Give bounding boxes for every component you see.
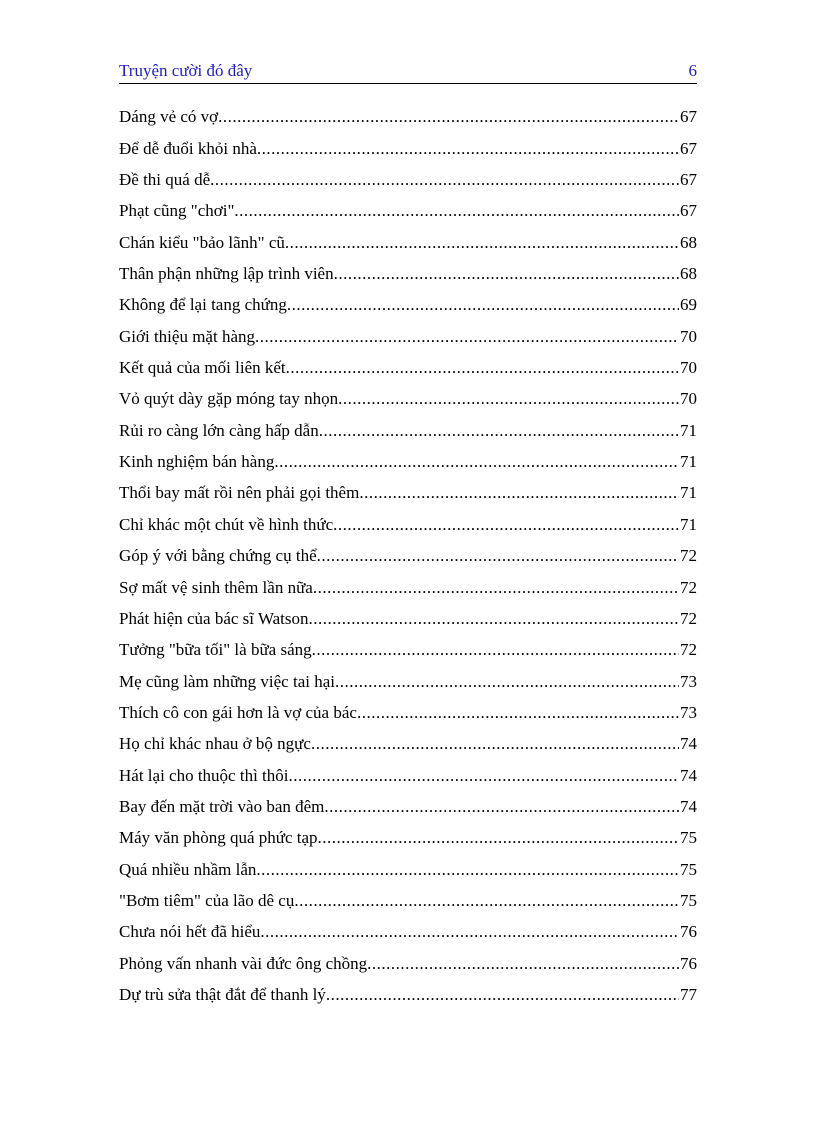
toc-entry-page: 70 [680, 389, 697, 409]
toc-entry-title: Không để lại tang chứng [119, 295, 287, 315]
toc-entry-title: Giới thiệu mặt hàng [119, 326, 255, 346]
toc-entry-page: 72 [680, 577, 697, 597]
dot-leader [255, 327, 679, 351]
dot-leader [312, 640, 679, 664]
toc-entry-page: 74 [680, 796, 697, 816]
dot-leader [294, 891, 679, 915]
dot-leader [309, 609, 679, 633]
toc-entry-title: Góp ý với bằng chứng cụ thể [119, 546, 317, 566]
toc-entry-title: Chưa nói hết đã hiểu [119, 922, 261, 942]
dot-leader [324, 797, 679, 821]
toc-entry-title: Rủi ro càng lớn càng hấp dẫn [119, 420, 319, 440]
page-number: 6 [688, 61, 697, 80]
toc-entry-title: Thân phận những lập trình viên [119, 264, 334, 284]
toc-entry[interactable] [119, 351, 697, 382]
dot-leader [287, 295, 679, 319]
toc-entry-page: 67 [680, 107, 697, 127]
toc-entry-title: Sợ mất vệ sinh thêm lần nữa [119, 577, 313, 597]
toc-entry-page: 71 [680, 483, 697, 503]
toc-entry[interactable] [119, 570, 697, 601]
toc-entry[interactable] [119, 476, 697, 507]
dot-leader [317, 546, 679, 570]
toc-entry-page: 69 [680, 295, 697, 315]
toc-entry[interactable] [119, 445, 697, 476]
dot-leader [274, 452, 679, 476]
toc-entry[interactable] [119, 288, 697, 319]
toc-entry[interactable] [119, 758, 697, 789]
dot-leader [338, 389, 679, 413]
toc-entry-page: 67 [680, 170, 697, 190]
toc-entry-title: Chỉ khác một chút về hình thức [119, 514, 334, 534]
toc-entry-title: Dáng vẻ có vợ [119, 107, 219, 127]
toc-entry[interactable] [119, 696, 697, 727]
toc-entry[interactable] [119, 790, 697, 821]
dot-leader [319, 421, 679, 445]
toc-entry-page: 70 [680, 326, 697, 346]
toc-entry-page: 73 [680, 702, 697, 722]
toc-entry[interactable] [119, 915, 697, 946]
toc-entry-page: 68 [680, 264, 697, 284]
page-header [119, 58, 697, 84]
toc-entry[interactable] [119, 602, 697, 633]
toc-entry-title: Máy văn phòng quá phức tạp [119, 828, 318, 848]
toc-entry-page: 75 [680, 890, 697, 910]
toc-entry[interactable] [119, 978, 697, 1009]
toc-entry[interactable] [119, 100, 697, 131]
toc-entry-page: 74 [680, 765, 697, 785]
toc-entry-title: Mẹ cũng làm những việc tai hại [119, 671, 335, 691]
toc-entry[interactable] [119, 163, 697, 194]
toc-entry[interactable] [119, 257, 697, 288]
toc-entry-page: 75 [680, 828, 697, 848]
toc-entry[interactable] [119, 194, 697, 225]
toc-entry[interactable] [119, 852, 697, 883]
toc-entry-title: Dự trù sửa thật đắt để thanh lý [119, 984, 326, 1004]
toc-entry-page: 72 [680, 640, 697, 660]
dot-leader [334, 264, 679, 288]
dot-leader [311, 734, 679, 758]
toc-entry-page: 76 [680, 953, 697, 973]
toc-entry[interactable] [119, 664, 697, 695]
dot-leader [257, 139, 679, 163]
toc-entry-title: "Bơm tiêm" của lão dê cụ [119, 890, 295, 910]
toc-entry-title: Phỏng vấn nhanh vài đức ông chồng [119, 953, 368, 973]
book-title: Truyện cười đó đây [119, 61, 253, 80]
toc-entry-page: 72 [680, 608, 697, 628]
toc-entry[interactable] [119, 539, 697, 570]
dot-leader [357, 703, 679, 727]
dot-leader [359, 483, 679, 507]
toc-entry-title: Đề thi quá dễ [119, 170, 211, 190]
toc-entry[interactable] [119, 131, 697, 162]
toc-entry-page: 77 [680, 984, 697, 1004]
toc-entry-page: 70 [680, 358, 697, 378]
toc-entry-title: Thích cô con gái hơn là vợ của bác [119, 702, 357, 722]
toc-entry[interactable] [119, 727, 697, 758]
toc-entry-title: Họ chỉ khác nhau ở bộ ngực [119, 734, 311, 754]
toc-entry-title: Phạt cũng "chơi" [119, 201, 235, 221]
table-of-contents [119, 100, 697, 1009]
toc-entry-page: 71 [680, 514, 697, 534]
dot-leader [260, 922, 679, 946]
toc-entry-page: 67 [680, 201, 697, 221]
toc-entry-page: 76 [680, 922, 697, 942]
dot-leader [367, 954, 679, 978]
toc-entry-page: 73 [680, 671, 697, 691]
dot-leader [256, 860, 679, 884]
dot-leader [313, 578, 679, 602]
dot-leader [218, 107, 679, 131]
toc-entry-title: Vỏ quýt dày gặp móng tay nhọn [119, 389, 339, 409]
toc-entry-page: 67 [680, 138, 697, 158]
toc-entry[interactable] [119, 884, 697, 915]
toc-entry[interactable] [119, 382, 697, 413]
toc-entry-page: 68 [680, 232, 697, 252]
toc-entry[interactable] [119, 633, 697, 664]
toc-entry-page: 71 [680, 452, 697, 472]
dot-leader [210, 170, 679, 194]
toc-entry-title: Hát lại cho thuộc thì thôi [119, 765, 289, 785]
dot-leader [333, 515, 679, 539]
toc-entry[interactable] [119, 507, 697, 538]
dot-leader [286, 358, 679, 382]
toc-entry[interactable] [119, 946, 697, 977]
toc-entry-title: Chán kiểu "bảo lãnh" cũ [119, 232, 285, 252]
toc-entry-title: Kết quả của mối liên kết [119, 358, 286, 378]
toc-entry[interactable] [119, 225, 697, 256]
toc-entry-page: 74 [680, 734, 697, 754]
dot-leader [289, 766, 680, 790]
toc-entry-title: Thổi bay mất rồi nên phải gọi thêm [119, 483, 360, 503]
dot-leader [318, 828, 679, 852]
toc-entry-title: Tưởng "bữa tối" là bữa sáng [119, 640, 312, 660]
toc-entry-title: Kinh nghiệm bán hàng [119, 452, 275, 472]
dot-leader [234, 201, 679, 225]
toc-entry-title: Phát hiện của bác sĩ Watson [119, 608, 309, 628]
dot-leader [326, 985, 679, 1009]
toc-entry-title: Để dễ đuổi khỏi nhà [119, 138, 257, 158]
toc-entry-title: Quá nhiều nhầm lẫn [119, 859, 257, 879]
toc-entry-page: 71 [680, 420, 697, 440]
toc-entry[interactable] [119, 821, 697, 852]
dot-leader [285, 233, 679, 257]
toc-entry[interactable] [119, 413, 697, 444]
dot-leader [335, 672, 679, 696]
toc-entry-title: Bay đến mặt trời vào ban đêm [119, 796, 325, 816]
toc-entry-page: 72 [680, 546, 697, 566]
toc-entry-page: 75 [680, 859, 697, 879]
toc-entry[interactable] [119, 319, 697, 350]
